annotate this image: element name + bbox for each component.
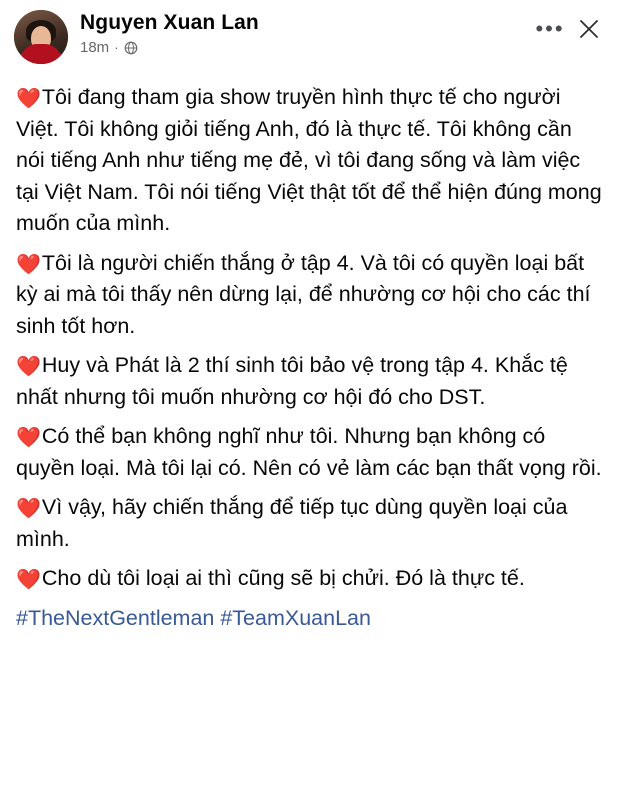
post-paragraph [16,492,604,555]
post-paragraph-text: Huy và Phát là 2 thí sinh tôi bảo vệ trong tập 4. Khắc tệ nhất nhưng tôi muốn nhường cơ hội đó cho DST. [16,353,568,409]
close-button[interactable] [572,14,606,44]
post-meta [80,39,532,57]
post-paragraph [16,421,604,484]
heart-icon: ❤️ [16,253,41,276]
post-timestamp[interactable]: 18m [80,39,110,56]
post-header-actions [532,10,606,44]
post-author-block [68,10,532,57]
author-name[interactable]: Nguyen Xuan Lan [80,11,259,34]
post-hashtags[interactable]: #TheNextGentleman #TeamXuanLan [16,605,371,630]
globe-icon[interactable] [124,41,138,55]
post-paragraph [16,82,604,240]
heart-icon: ❤️ [16,88,41,110]
heart-icon: ❤️ [16,427,41,449]
post-paragraph [16,563,604,595]
post-body [0,68,620,634]
post-paragraph [16,350,604,413]
more-options-button[interactable]: ••• [535,16,565,41]
meta-separator: · [114,40,119,55]
avatar-body [21,44,61,64]
post-paragraph-text: Cho dù tôi loại ai thì cũng sẽ bị chửi. Đó là thực tế. [41,566,525,590]
heart-icon: ❤️ [16,356,41,378]
post-paragraph-text: Vì vậy, hãy chiến thắng để tiếp tục dùng quyền loại của mình. [16,495,568,551]
heart-icon: ❤️ [16,498,41,520]
post-paragraph [16,248,604,343]
post-paragraph-text: Tôi đang tham gia show truyền hình thực tế cho người Việt. Tôi không giỏi tiếng Anh, đó là thực tế. Tôi không cần nói tiếng Anh như tiếng mẹ đẻ, vì tôi đang sống và làm việc tại Việt Nam. Tôi nói tiếng Việt thật tốt để thể hiện đúng mong muốn của mình. [16,85,602,235]
post-paragraph-text: Có thể bạn không nghĩ như tôi. Nhưng bạn không có quyền loại. Mà tôi lại có. Nên có vẻ làm các bạn thất vọng rồi. [16,424,602,480]
post-header [0,0,620,68]
avatar[interactable] [14,10,68,64]
post-paragraph-text: Tôi là người chiến thắng ở tập 4. Và tôi có quyền loại bất kỳ ai mà tôi thấy nên dừng lại, để nhường cơ hội cho các thí sinh tốt hơn. [16,250,591,338]
heart-icon: ❤️ [16,569,41,591]
